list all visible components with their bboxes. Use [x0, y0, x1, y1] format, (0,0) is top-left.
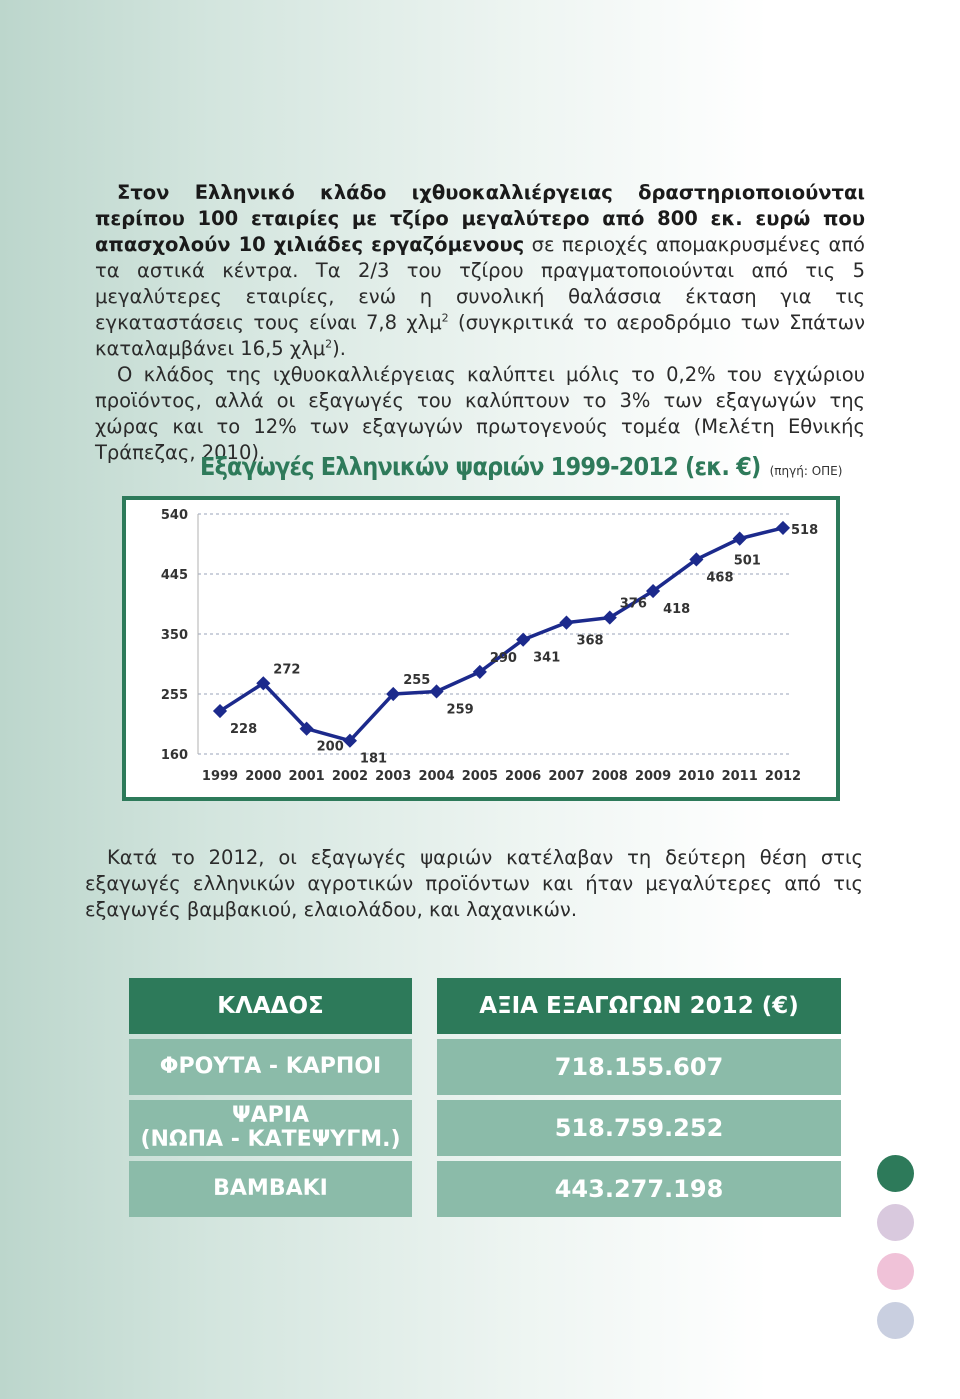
x-tick-label: 2004 — [418, 769, 455, 784]
chart-title: Εξαγωγές Ελληνικών ψαριών 1999-2012 (εκ. €) — [200, 452, 761, 481]
intro-text-part: ). — [332, 337, 346, 360]
intro-paragraph-1 — [95, 180, 865, 362]
x-tick-label: 2002 — [331, 769, 369, 784]
data-label: 228 — [230, 722, 258, 738]
x-tick-label: 2005 — [461, 769, 498, 784]
data-label: 255 — [403, 673, 431, 688]
exports-line-chart — [126, 500, 836, 797]
intro-text — [95, 180, 865, 466]
x-tick-label: 2010 — [678, 769, 715, 784]
data-label: 368 — [576, 633, 604, 649]
data-label: 272 — [273, 662, 301, 678]
data-point — [429, 684, 443, 698]
x-tick-label: 2003 — [375, 769, 412, 784]
y-tick-label: 445 — [160, 568, 188, 583]
table-cell-value: 443.277.198 — [437, 1161, 841, 1217]
y-tick-label: 255 — [160, 688, 188, 703]
data-label: 418 — [663, 602, 691, 618]
data-label: 501 — [733, 553, 761, 569]
data-label: 200 — [316, 739, 344, 755]
data-label: 518 — [791, 522, 819, 538]
table-cell-value: 718.155.607 — [437, 1039, 841, 1095]
data-point — [733, 532, 747, 546]
x-tick-label: 2007 — [548, 769, 585, 784]
y-tick-label: 350 — [160, 628, 188, 643]
x-tick-label: 1999 — [201, 769, 239, 784]
data-label: 376 — [619, 596, 647, 612]
page-dot — [877, 1204, 914, 1241]
intro-text-part: σε περιοχές απομακρυσμένες από τα αστικά κέντρα. Τα 2/3 του τζίρου πραγματοποιούνται από τις 5 μεγαλύτερες εταιρίες, ενώ η συνολική θαλάσσια έκταση για τις εγκαταστάσεις τους είναι 7,8 χλμ — [95, 233, 865, 334]
x-tick-label: 2009 — [634, 769, 672, 784]
y-tick-label: 540 — [160, 508, 188, 523]
x-tick-label: 2011 — [721, 769, 758, 784]
data-point — [559, 616, 573, 630]
chart-heading — [200, 452, 900, 481]
page-dot — [877, 1253, 914, 1290]
chart-source: (πηγή: ΟΠΕ) — [769, 464, 843, 478]
page-dot — [877, 1155, 914, 1192]
table-header-sector: ΚΛΑΔΟΣ — [129, 978, 412, 1034]
x-tick-label: 2006 — [505, 769, 542, 784]
page-dot — [877, 1302, 914, 1339]
after-paragraph: Κατά το 2012, οι εξαγωγές ψαριών κατέλαβαν τη δεύτερη θέση στις εξαγωγές ελληνικών αγροτικών προϊόντων και ήταν μεγαλύτερες από τις εξαγωγές βαμβακιού, ελαιολάδου, και λαχανικών. — [85, 846, 863, 921]
chart-frame — [122, 496, 840, 801]
data-label: 468 — [706, 570, 734, 586]
data-point — [776, 521, 790, 535]
intro-text-part: (συγκριτικά το αεροδρόμιο των Σπάτων καταλαμβάνει 16,5 χλμ — [95, 311, 865, 360]
table-cell-sector: ΒΑΜΒΑΚΙ — [129, 1161, 412, 1217]
intro-paragraph-2: Ο κλάδος της ιχθυοκαλλιέργειας καλύπτει μόλις το 0,2% του εγχώριου προϊόντος, αλλά οι εξαγωγές του καλύπτουν το 3% των εξαγωγών της χώρας και το 12% των εξαγωγών πρωτογενούς τομέα (Μελέτη Εθνικής Τράπεζας, 2010). — [95, 363, 865, 464]
table-cell-sector: ΨΑΡΙΑ (ΝΩΠΑ - ΚΑΤΕΨΥΓΜ.) — [129, 1100, 412, 1156]
x-tick-label: 2008 — [591, 769, 628, 784]
x-tick-label: 2000 — [245, 769, 282, 784]
y-tick-label: 160 — [160, 748, 188, 763]
intro-bold-lead: Στον Ελληνικό κλάδο ιχθυοκαλλιέργειας δραστηριοποιούνται περίπου 100 εταιρίες με τζίρο μεγαλύτερο από 800 εκ. ευρώ που απασχολούν 10 χιλιάδες εργαζόμενους — [95, 181, 865, 256]
x-tick-label: 2001 — [288, 769, 325, 784]
table-cell-value: 518.759.252 — [437, 1100, 841, 1156]
data-label: 259 — [446, 702, 474, 718]
x-tick-label: 2012 — [764, 769, 802, 784]
data-label: 181 — [359, 751, 388, 767]
superscript: 2 — [325, 337, 333, 351]
exports-table — [129, 978, 841, 1217]
superscript: 2 — [441, 311, 449, 325]
table-header-value: ΑΞΙΑ ΕΞΑΓΩΓΩΝ 2012 (€) — [437, 978, 841, 1034]
after-text — [85, 845, 863, 923]
table-cell-sector: ΦΡΟΥΤΑ - ΚΑΡΠΟΙ — [129, 1039, 412, 1095]
data-label: 341 — [533, 650, 561, 666]
data-label: 290 — [489, 650, 517, 666]
page-dots — [877, 1155, 914, 1351]
